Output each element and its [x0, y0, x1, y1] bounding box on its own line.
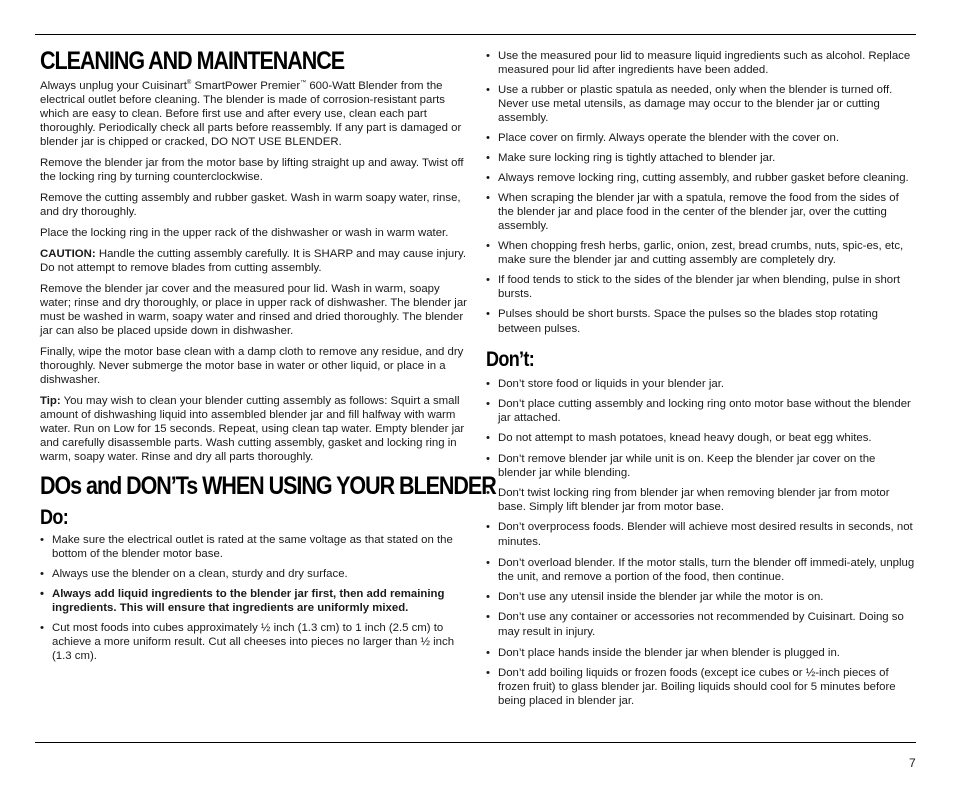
- list-item: • Don’t overprocess foods. Blender will achieve most desired results in seconds, not minutes.: [486, 520, 916, 550]
- trademark-mark: ™: [300, 80, 307, 87]
- list-item: • When scraping the blender jar with a spatula, remove the food from the sides of the blender jar and place food in the center of the blender jar, over the cutting assembly.: [486, 191, 916, 233]
- list-item: • Don’t add boiling liquids or frozen foods (except ice cubes or ½-inch pieces of frozen fruit) to glass blender jar. Boiling liquids should cool for 5 minutes before being placed in blender jar.: [486, 666, 916, 708]
- list-item: • Use the measured pour lid to measure liquid ingredients such as alcohol. Replace measured pour lid after ingredients have been added.: [486, 49, 916, 77]
- list-item: • Don’t use any container or accessories not recommended by Cuisinart. Doing so may result in injury.: [486, 610, 916, 640]
- list-item: • Don’t overload blender. If the motor stalls, turn the blender off immedi-ately, unplug the unit, and remove a portion of the food, then continue.: [486, 556, 916, 584]
- list-item: • Don’t store food or liquids in your blender jar.: [486, 377, 916, 391]
- list-item: • If food tends to stick to the sides of the blender jar when blending, pulse in short bursts.: [486, 273, 916, 301]
- paragraph-locking-ring: Place the locking ring in the upper rack of the dishwasher or wash in warm water.: [40, 227, 449, 239]
- right-column: [486, 49, 916, 714]
- list-item: • Make sure the electrical outlet is rated at the same voltage as that stated on the bottom of the blender motor base.: [40, 533, 468, 561]
- dont-heading: Don’t:: [486, 348, 535, 371]
- section-heading-cleaning: CLEANING AND MAINTENANCE: [40, 47, 345, 75]
- list-item: • Don’t use any utensil inside the blender jar while the motor is on.: [486, 590, 916, 604]
- paragraph-remove-jar: Remove the blender jar from the motor base by lifting straight up and away. Twist off the locking ring by turning counterclockwise.: [40, 157, 464, 183]
- paragraph-jar-cover: Remove the blender jar cover and the measured pour lid. Wash in warm, soapy water; rinse and dry thoroughly, or place in upper rack of dishwasher. The blender jar must be washed in warm, soapy water and rinsed and dried thoroughly. The blender jar can also be placed upside down in dishwasher.: [40, 283, 467, 337]
- list-item: • Always add liquid ingredients to the blender jar first, then add remaining ingredients. This will ensure that ingredients are uniformly mixed.: [40, 587, 468, 615]
- do-heading: Do:: [40, 506, 69, 529]
- page-number: 7: [909, 756, 916, 770]
- list-item: • Do not attempt to mash potatoes, knead heavy dough, or beat egg whites.: [486, 431, 916, 446]
- list-item: • Use a rubber or plastic spatula as needed, only when the blender is turned off. Never use metal utensils, as damage may occur to the blender jar or cutting assembly.: [486, 83, 916, 125]
- list-item: • Don't twist locking ring from blender jar when removing blender jar from motor base. Simply lift blender jar from motor base.: [486, 486, 916, 514]
- intro-paragraph: Always unplug your Cuisinart® SmartPower Premier™ 600-Watt Blender from the electrical outlet before cleaning. The blender is made of corrosion-resistant parts which are easy to clean. Before first use and after every use, clean each part thoroughly. Periodically check all parts before reassembly. If any part is damaged or blender jar is chipped or cracked, DO NOT USE BLENDER.: [40, 80, 462, 148]
- tip-label: Tip:: [40, 395, 61, 407]
- list-item: • Make sure locking ring is tightly attached to blender jar.: [486, 151, 916, 165]
- list-item: • Pulses should be short bursts. Space the pulses so the blades stop rotating between pulses.: [486, 307, 916, 337]
- list-item: • Place cover on firmly. Always operate the blender with the cover on.: [486, 131, 916, 145]
- list-item: • Always remove locking ring, cutting assembly, and rubber gasket before cleaning.: [486, 171, 916, 185]
- top-rule: [35, 34, 916, 35]
- list-item: • Don’t place hands inside the blender jar when blender is plugged in.: [486, 646, 916, 660]
- dont-list: [486, 377, 916, 708]
- caution-paragraph: CAUTION: Handle the cutting assembly carefully. It is SHARP and may cause injury. Do not attempt to remove blades from cutting assembly.: [40, 248, 467, 274]
- list-item: • Don’t remove blender jar while unit is on. Keep the blender jar cover on the blender jar while blending.: [486, 452, 916, 480]
- list-item: • Always use the blender on a clean, sturdy and dry surface.: [40, 567, 468, 581]
- section-heading-dos-donts: DOs and DON’Ts WHEN USING YOUR BLENDER: [40, 472, 496, 500]
- list-item: • When chopping fresh herbs, garlic, onion, zest, bread crumbs, nuts, spic-es, etc, make sure the blender jar and cutting assembly are completely dry.: [486, 239, 916, 267]
- list-item: • Don’t place cutting assembly and locking ring onto motor base without the blender jar attached.: [486, 397, 916, 425]
- list-item: • Cut most foods into cubes approximately ½ inch (1.3 cm) to 1 inch (2.5 cm) to achieve a more uniform result. Cut all cheeses into pieces no larger than ½ inch (1.3 cm).: [40, 621, 468, 663]
- do-list-left: [40, 533, 468, 663]
- left-column: [40, 46, 496, 669]
- paragraph-remove-cutting-assembly: Remove the cutting assembly and rubber gasket. Wash in warm soapy water, rinse, and dry thoroughly.: [40, 192, 461, 218]
- paragraph-motor-base: Finally, wipe the motor base clean with a damp cloth to remove any residue, and dry thoroughly. Never submerge the motor base in water or other liquid, or place in a dishwasher.: [40, 346, 464, 386]
- caution-label: CAUTION:: [40, 248, 96, 260]
- tip-paragraph: Tip: You may wish to clean your blender cutting assembly as follows: Squirt a small amount of dishwashing liquid into assembled blender jar and fill halfway with warm water. Run on Low for 15 seconds. Repeat, using clean tap water. Empty blender jar and carefully disassemble parts. Wash cutting assembly, gasket and locking ring in warm, soapy water. Rinse and dry all parts thoroughly.: [40, 395, 465, 463]
- registered-mark: ®: [186, 80, 192, 87]
- do-list-right: [486, 49, 916, 337]
- bottom-rule: [35, 742, 916, 743]
